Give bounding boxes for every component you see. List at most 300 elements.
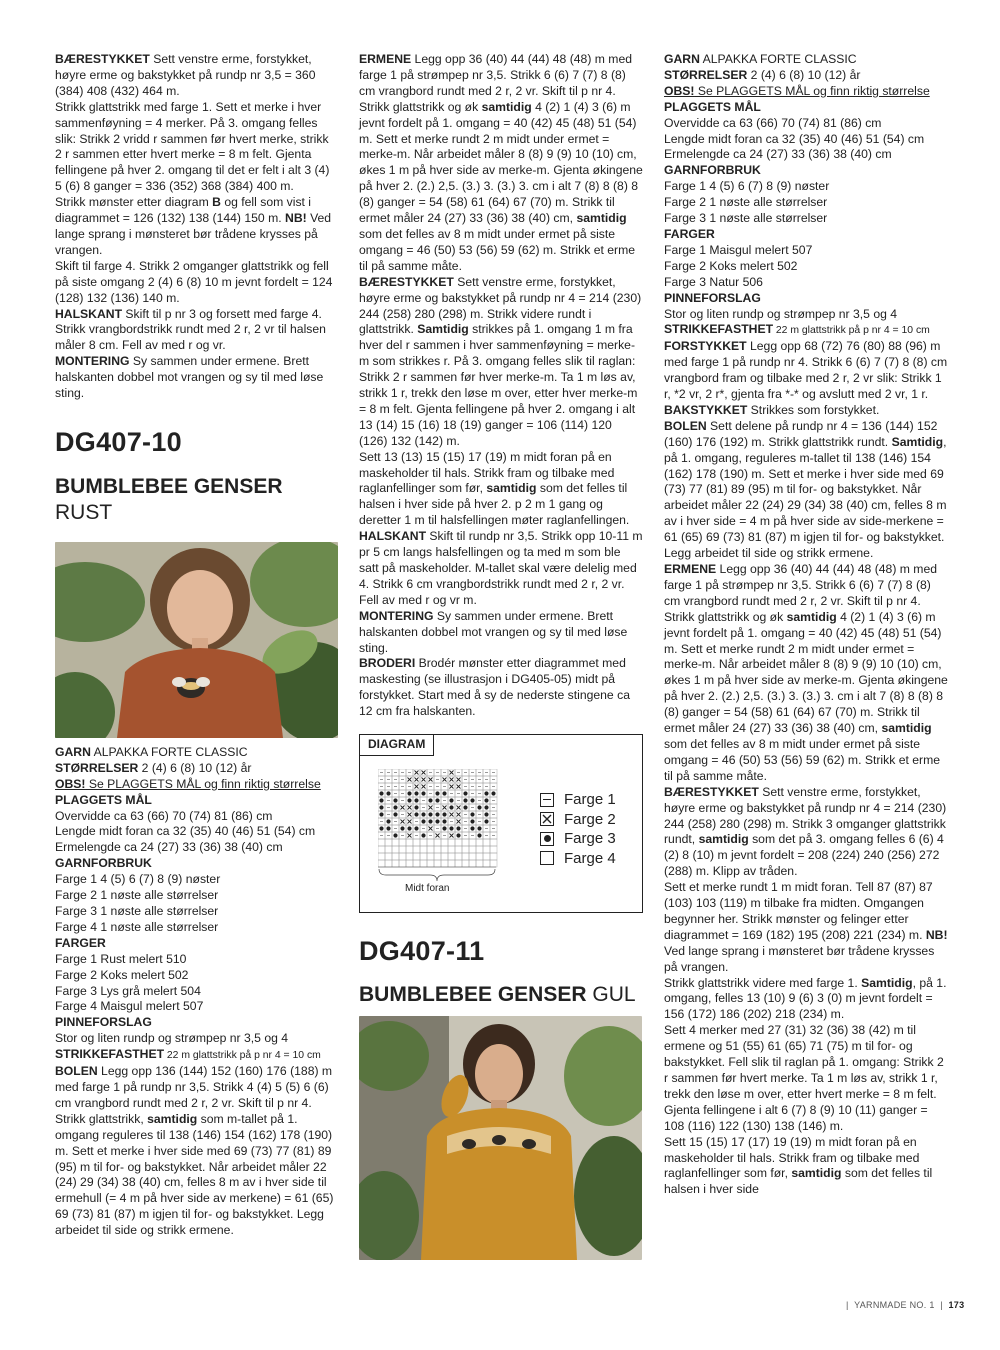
grid-cross: [422, 785, 426, 789]
body-text: som det felles av 8 m midt under ermet på siste omgang = 46 (50) 53 (56) 59 (62) m. Strikk et erme til på samme måte.: [664, 736, 941, 783]
body-text: som det felles av 8 m midt under ermet på siste omgang = 46 (50) 53 (56) 59 (62) m. Strikk et erme til på samme måte.: [359, 226, 636, 273]
grid-dot: [484, 791, 488, 795]
color-line: Farge 3 Natur 506: [664, 274, 763, 289]
grid-dot: [386, 791, 390, 795]
dot-box-icon: [540, 832, 554, 846]
grid-cell: [441, 860, 448, 867]
grid-cell: [420, 853, 427, 860]
grid-cell: [469, 853, 476, 860]
section-heading: FARGER: [664, 226, 715, 241]
body-text: , på 1. omgang, felles 13 (10) 9 (6) 3 (0) m jevnt fordelt = 156 (172) 186 (202) 218 (234) m.: [664, 975, 947, 1022]
body-text: 4 (2) 1 (4) 3 (6) m jevnt fordelt på 1. omgang = 40 (42) 45 (48) 51 (54) m. Sett et merke rundt 2 m midt under ermet = merke-m. Når arbeidet måler 8 (8) 9 (9) 10 (10) cm, økes 1 m på hver side av merke-m. Gjenta økingene på hver 2. (2.) 2,5. (3.) 3. (3.) 3. cm i alt 7 (8) 8 (8) 8 (8) ganger = 54 (58) 61 (64) 67 (70) m. Strikk til ermet måler 24 (27) 33 (36) 38 (40) cm,: [664, 609, 948, 736]
grid-dot: [491, 791, 495, 795]
grid-cell: [490, 853, 497, 860]
grid-cell: [378, 853, 385, 860]
section-heading: GARNFORBRUK: [55, 856, 152, 871]
nb-label: NB!: [285, 211, 307, 226]
emphasis: Samtidig: [891, 434, 944, 449]
grid-dot: [386, 826, 390, 830]
halskant-paragraph: [55, 307, 338, 355]
empty-box-icon: [540, 851, 554, 865]
emphasis: samtidig: [481, 99, 532, 114]
grid-dot: [421, 812, 425, 816]
grid-dot: [414, 798, 418, 802]
ermene-paragraph: [359, 52, 643, 275]
yarn-info-block: [55, 745, 338, 1239]
body-text: Legg opp 36 (40) 44 (44) 48 (48) m med farge 1 på strømpep nr 3,5. Strikk 6 (6) 7 (7) 8 (8) cm vrangbord rundt med 2 r, 2 vr. Skift til p nr 4. Strikk glattstrikk og øk: [664, 562, 938, 624]
grid-cross: [457, 785, 461, 789]
grid-cell: [434, 839, 441, 846]
nb-label: NB!: [925, 927, 948, 942]
needle-line: Stor og liten rundp og strømpep nr 3,5 og 4: [55, 1031, 289, 1046]
section-heading: FARGER: [55, 935, 106, 950]
pattern-title: [55, 474, 338, 500]
page-number: 173: [948, 1300, 965, 1310]
grid-dot: [428, 798, 432, 802]
grid-cell: [434, 853, 441, 860]
pattern-title: [359, 982, 643, 1008]
body-text: 2 (4) 6 (8) 10 (12) år: [747, 67, 861, 82]
grid-cross: [457, 806, 461, 810]
grid-cell: [469, 839, 476, 846]
section-heading: MONTERING: [359, 608, 434, 623]
grid-cross: [408, 778, 412, 782]
grid-dot: [484, 812, 488, 816]
grid-cross: [450, 834, 454, 838]
body-text: 4 (2) 1 (4) 3 (6) m jevnt fordelt på 1. omgang = 40 (42) 45 (48) 51 (54) m. Sett et merke rundt 2 m midt under ermet = merke-m. Når arbeidet måler 8 (8) 9 (9) 10 (10) cm, økes 1 m på hver side av merke-m. Gjenta økingene på hver 2. (2.) 2,5. (3.) 3. (3.) 3. cm i alt 7 (8) 8 (8) 8 (8) ganger = 54 (58) 61 (64) 67 (70) m. Strikk til ermet måler 24 (27) 33 (36) 38 (40) cm,: [359, 99, 643, 226]
grid-dot: [477, 833, 481, 837]
color-line: Farge 2 Koks melert 502: [664, 258, 798, 273]
grid-cell: [455, 839, 462, 846]
obs-line: [664, 84, 950, 100]
pattern-code: DG407-10: [55, 426, 182, 457]
halskant-paragraph: [359, 529, 643, 609]
garn-line: [55, 745, 338, 761]
emphasis: Samtidig: [417, 322, 469, 337]
grid-cross: [450, 785, 454, 789]
grid-cell: [476, 860, 483, 867]
measure-line: Overvidde ca 63 (66) 70 (74) 81 (86) cm: [664, 115, 882, 130]
grid-dot: [463, 791, 467, 795]
yarn-amount-line: Farge 2 1 nøste alle størrelser: [55, 888, 219, 903]
grid-cell: [413, 839, 420, 846]
color-line: Farge 1 Maisgul melert 507: [664, 242, 813, 257]
grid-dot: [379, 791, 383, 795]
grid-dot: [379, 812, 383, 816]
grid-dot: [463, 805, 467, 809]
grid-cell: [448, 860, 455, 867]
gauge-line: [664, 322, 950, 339]
paragraph: [664, 1135, 950, 1199]
paragraph: [664, 880, 950, 975]
grid-cell: [434, 846, 441, 853]
grid-cell: [399, 853, 406, 860]
grid-cell: [413, 860, 420, 867]
grid-cell: [406, 853, 413, 860]
section-heading: STRIKKEFASTHET: [664, 322, 774, 337]
grid-cross: [415, 778, 419, 782]
diagram-box: [359, 734, 643, 913]
body-text: Strikkes som forstykket.: [747, 402, 880, 417]
body-text: som det felles til halsen i hver side på hver 2. p 2 m 1 gang og deretter 1 m til halsfellingen møter raglanfellingen.: [359, 481, 630, 528]
grid-dot: [393, 805, 397, 809]
body-text: 22 m glattstrikk på p nr 4 = 10 cm: [773, 325, 930, 337]
montering-paragraph: [359, 609, 643, 657]
storrelser-line: [664, 68, 950, 84]
grid-cross: [457, 820, 461, 824]
grid-cell: [490, 846, 497, 853]
section-heading: GARN: [55, 744, 91, 759]
color-line: Farge 1 Rust melert 510: [55, 951, 187, 966]
grid-dot: [442, 812, 446, 816]
section-heading: STØRRELSER: [664, 67, 748, 82]
grid-cell: [413, 846, 420, 853]
grid-cross: [408, 806, 412, 810]
grid-dot: [400, 826, 404, 830]
paragraph: Strikk glattstrikk med farge 1. Sett et merke i hver sammenføyning = 4 merker. På 3. omgang felles slik: Strikk 2 vridd r sammen før hvert merke, strikk 2 r sammen etter hvert merke = 8 m felt. Gjenta fellingene på hver 2. omgang til det er felt i alt 3 (4) 5 (6) 8 ganger = 336 (352) 368 (384) 400 m.: [55, 99, 330, 194]
legend-label: Farge 1: [564, 791, 616, 809]
grid-cross: [429, 806, 433, 810]
grid-cell: [385, 853, 392, 860]
emphasis: Samtidig: [861, 975, 913, 990]
grid-cell: [413, 853, 420, 860]
emphasis: samtidig: [698, 832, 749, 847]
page-footer: | YARNMADE NO. 1 | 173: [846, 1300, 965, 1310]
pattern-subtitle: RUST: [55, 500, 113, 524]
grid-dot: [435, 819, 439, 823]
grid-cell: [406, 860, 413, 867]
grid-cell: [385, 860, 392, 867]
grid-cell: [427, 839, 434, 846]
title-bold: BUMBLEBEE GENSER: [359, 983, 587, 1007]
section-heading: PINNEFORSLAG: [55, 1015, 152, 1030]
bolen-paragraph: [55, 1064, 338, 1239]
section-heading: BÆRESTYKKET: [359, 274, 454, 289]
body-text: Sett 15 (15) 17 (17) 19 (19) m midt foran på en maskeholder til hals. Strikk fram og tilbake med raglanfellinger som før,: [664, 1134, 920, 1181]
section-heading: FORSTYKKET: [664, 339, 747, 354]
grid-cell: [406, 846, 413, 853]
grid-dot: [477, 805, 481, 809]
section-heading: HALSKANT: [359, 529, 427, 544]
pattern-code: DG407-11: [359, 936, 485, 967]
grid-dot: [379, 805, 383, 809]
emphasis: samtidig: [786, 609, 837, 624]
grid-cell: [406, 839, 413, 846]
grid-dot: [428, 819, 432, 823]
grid-cross: [415, 785, 419, 789]
section-heading: PLAGGETS MÅL: [55, 792, 152, 807]
grid-dot: [421, 791, 425, 795]
emphasis: samtidig: [881, 721, 932, 736]
body-text: og fell som vist i diagrammet = 126 (132) 138 (144) 150 m.: [55, 195, 312, 226]
grid-dot: [414, 812, 418, 816]
grid-cell: [448, 839, 455, 846]
emphasis: samtidig: [147, 1111, 198, 1126]
section-heading: BÆRESTYKKET: [664, 784, 759, 799]
grid-dot: [414, 805, 418, 809]
color-line: Farge 2 Koks melert 502: [55, 967, 189, 982]
grid-dot: [435, 798, 439, 802]
obs-label: OBS!: [55, 776, 86, 791]
grid-dot: [449, 826, 453, 830]
needle-line: Stor og liten rundp og strømpep nr 3,5 og 4: [664, 306, 898, 321]
legend-item: [540, 790, 616, 810]
legend-item: [540, 810, 616, 830]
forstykket-paragraph: [664, 339, 950, 403]
body-text: Strikk glattstrikk videre med farge 1.: [664, 975, 862, 990]
grid-cell: [385, 846, 392, 853]
grid-cell: [476, 839, 483, 846]
chart-pattern-grid: [378, 769, 498, 887]
body-text: Sett venstre erme, forstykket, høyre erme og bakstykket på rundp nr 4 = 214 (230) 244 (258) 280 (298) m. Strikk videre rundt i glattstrikk.: [359, 274, 642, 337]
body-text: 22 m glattstrikk på p nr 4 = 10 cm: [164, 1050, 321, 1062]
grid-dot: [421, 819, 425, 823]
grid-cell: [483, 846, 490, 853]
grid-cell: [483, 839, 490, 846]
grid-dot: [393, 833, 397, 837]
grid-cross: [408, 820, 412, 824]
grid-dot: [449, 805, 453, 809]
body-text: Sy sammen under ermene. Brett halskanten dobbel mot vrangen og sy til med løse sting.: [359, 608, 628, 655]
grid-dot: [379, 798, 383, 802]
section-heading: PLAGGETS MÅL: [664, 99, 761, 114]
child-photo-image: [359, 1016, 642, 1260]
grid-dot: [379, 826, 383, 830]
grid-cell: [448, 846, 455, 853]
grid-cell: [455, 853, 462, 860]
grid-cell: [427, 860, 434, 867]
grid-cell: [378, 860, 385, 867]
body-text: Sett 13 (13) 15 (15) 17 (19) m midt foran på en maskeholder til hals. Strikk fram og tilbake med raglanfellinger som før,: [359, 449, 615, 496]
section-heading: ERMENE: [664, 562, 717, 576]
body-text: Sett delene på rundp nr 4 = 136 (144) 152 (160) 176 (192) m. Strikk glattstrikk rundt.: [664, 418, 938, 449]
minus-box-icon: [540, 793, 554, 807]
body-text: Ved lange sprang i mønsteret bør trådene krysses på vrangen.: [55, 211, 332, 257]
diagram-label: DIAGRAM: [360, 735, 434, 756]
body-text: Skift til p nr 3 og forsett med farge 4. Strikk vrangbordstrikk rundt med 2 r, 2 vr til halsen måler 8 cm. Fell av med r og vr.: [55, 306, 326, 353]
grid-cell: [462, 853, 469, 860]
section-heading: BRODERI: [359, 656, 416, 671]
cross-box-icon: [540, 812, 554, 826]
grid-dot: [463, 798, 467, 802]
grid-dot: [484, 819, 488, 823]
grid-cross: [422, 771, 426, 775]
grid-dot: [435, 791, 439, 795]
grid-dot: [414, 791, 418, 795]
grid-dot: [435, 812, 439, 816]
color-line: Farge 3 Lys grå melert 504: [55, 983, 201, 998]
measure-line: Lengde midt foran ca 32 (35) 40 (46) 51 (54) cm: [664, 131, 925, 146]
legend-item: [540, 849, 616, 869]
grid-cell: [476, 846, 483, 853]
grid-dot: [484, 798, 488, 802]
legend-label: Farge 3: [564, 830, 616, 848]
grid-dot: [407, 826, 411, 830]
grid-cross: [450, 813, 454, 817]
body-text: Se PLAGGETS MÅL og finn riktig størrelse: [694, 83, 930, 98]
grid-cross: [401, 820, 405, 824]
body-text: ALPAKKA FORTE CLASSIC: [699, 52, 857, 66]
montering-paragraph: [55, 354, 338, 402]
column-left: [55, 52, 338, 1239]
gauge-line: [55, 1047, 338, 1064]
grid-cell: [448, 853, 455, 860]
section-heading: BOLEN: [664, 418, 707, 433]
grid-cell: [476, 853, 483, 860]
grid-cell: [392, 853, 399, 860]
grid-dot: [393, 812, 397, 816]
grid-dot: [456, 826, 460, 830]
grid-cell: [490, 860, 497, 867]
body-text: som m-tallet på 1. omgang reguleres til 138 (146) 154 (162) 178 (190) m. Sett et merke i hver side med 69 (73) 77 (81) 89 (95) m til for- og bakstykket. Når arbeidet måler 22 (24) 29 (34) 38 (40) cm, felles 8 m av i hver side til ermehull (= 4 m på hver side av merkene) = 61 (65) 69 (73) 81 (87) m igjen til for- og bakstykket. Legg arbeidet til side og strikk ermene.: [55, 1111, 334, 1238]
grid-dot: [449, 798, 453, 802]
legend-label: Farge 2: [564, 810, 616, 828]
yarn-amount-line: Farge 1 4 (5) 6 (7) 8 (9) nøster: [55, 872, 221, 887]
grid-cell: [455, 846, 462, 853]
grid-cell: [399, 839, 406, 846]
garn-line: [664, 52, 950, 68]
grid-dot: [442, 826, 446, 830]
body-text: strikkes på 1. omgang 1 m fra hver del r sammen i hver sammenføyning = merke-m som strikkes r. På 3. omgang felles slik til raglan: Strikk 2 r sammen før hver merke-m. Ta 1 m løs av, strikk 1 r, trekk den løse m over, etter hver merke-m = 8 m felt. Gjenta fellingene på hver 2. omgang i alt 13 (14) 15 (16) 18 (19) ganger = 106 (114) 120 (126) 132 (142) m.: [359, 322, 638, 448]
grid-cell: [469, 846, 476, 853]
baerestykket-paragraph: [359, 275, 643, 450]
bakstykket-paragraph: [664, 403, 950, 419]
body-text: Skift til rundp nr 3,5. Strikk opp 10-11 m pr 5 cm langs halsfellingen og ta med m som ble satt på maskeholder. M-tallet skal være delelig med 4. Strikk 6 cm vrangbordstrikk rundt med 2 r, 2 vr. Fell av med r og vr m.: [359, 529, 643, 607]
emphasis: samtidig: [576, 211, 627, 226]
legend-item: [540, 829, 616, 849]
yarn-amount-line: Farge 1 4 (5) 6 (7) 8 (9) nøster: [664, 179, 830, 194]
photo-rust-sweater: [55, 542, 338, 738]
grid-cell: [420, 846, 427, 853]
section-heading: ERMENE: [359, 52, 412, 66]
section-heading: HALSKANT: [55, 306, 123, 321]
grid-dot: [393, 798, 397, 802]
grid-cell: [392, 860, 399, 867]
storrelser-line: [55, 761, 338, 777]
title-bold: BUMBLEBEE GENSER: [55, 474, 283, 498]
grid-cell: [462, 846, 469, 853]
grid-cell: [378, 846, 385, 853]
paragraph: Sett 4 merker med 27 (31) 32 (36) 38 (42) m til ermene og 51 (55) 61 (65) 71 (75) m til for- og bakstykket. Fell slik til raglan på 1. omgang: Strikk 2 r sammen før hvert merke. Ta 1 m løs av, strikk 1 r, trekk den løse m over, etter hvert merke = 8 m felt. Gjenta fellingene i alt 6 (7) 8 (9) 10 (11) ganger = 108 (116) 122 (130) 138 (146) m.: [664, 1023, 944, 1133]
body-text: Sett venstre erme, forstykket, høyre erme og bakstykket på rundp nr 3,5 = 360 (384) 408 (432) 464 m.: [55, 52, 316, 98]
paragraph: [664, 976, 950, 1024]
grid-cell: [399, 860, 406, 867]
grid-cell: [420, 839, 427, 846]
ermene-paragraph: [664, 562, 950, 785]
emphasis: samtidig: [791, 1166, 842, 1181]
grid-cell: [462, 860, 469, 867]
body-text: Legg opp 36 (40) 44 (44) 48 (48) m med farge 1 på strømpep nr 3,5. Strikk 6 (6) 7 (7) 8 (8) cm vrangbord rundt med 2 r, 2 vr. Skift til p nr 4. Strikk glattstrikk og øk: [359, 52, 633, 114]
paragraph: Skift til farge 4. Strikk 2 omganger glattstrikk og fell på siste omgang 2 (4) 6 (8) 10 m jevnt fordelt = 124 (128) 132 (136) 140 m.: [55, 258, 333, 305]
grid-dot: [414, 826, 418, 830]
paragraph: [55, 195, 338, 259]
body-text: Ved lange sprang i mønsteret bør trådene krysses på vrangen.: [664, 943, 935, 974]
grid-cell: [455, 860, 462, 867]
baerestykket-paragraph: [664, 785, 950, 880]
grid-cross: [408, 834, 412, 838]
section-heading: STØRRELSER: [55, 760, 139, 775]
grid-cell: [427, 846, 434, 853]
legend-label: Farge 4: [564, 849, 616, 867]
body-text: som det på 3. omgang felles 6 (6) 4 (2) 8 (10) m jevnt fordelt = 208 (224) 240 (256) 272 (288) m. Klipp av tråden.: [664, 832, 944, 879]
grid-cell: [441, 853, 448, 860]
grid-dot: [421, 833, 425, 837]
grid-cell: [385, 839, 392, 846]
yarn-amount-line: Farge 2 1 nøste alle størrelser: [664, 195, 828, 210]
grid-cell: [441, 846, 448, 853]
grid-cell: [420, 860, 427, 867]
grid-cell: [399, 846, 406, 853]
grid-cell: [483, 860, 490, 867]
body-text: Legg opp 68 (72) 76 (80) 88 (96) m med farge 1 på rundp nr 4. Strikk 6 (6) 7 (7) 8 (8) cm vrangbord fram og tilbake med 2 r, 2 vr slik: Strikk 1 r, *2 vr, 2 r*, gjenta fra *-* og avslutt med 2 vr, 1 r.: [664, 339, 948, 402]
body-text: Strikk mønster etter diagram: [55, 195, 213, 210]
grid-cell: [441, 839, 448, 846]
broderi-paragraph: [359, 656, 643, 720]
section-heading: STRIKKEFASTHET: [55, 1047, 165, 1062]
body-text: Legg opp 136 (144) 152 (160) 176 (188) m med farge 1 på rundp nr 3,5. Strikk 4 (4) 5 (5) 6 (6) cm vrangbord rundt med 2 r, 2 vr. Skift til p nr 4. Strikk glattstrikk,: [55, 1064, 333, 1126]
grid-cross: [457, 813, 461, 817]
grid-cross: [450, 778, 454, 782]
grid-cell: [483, 853, 490, 860]
baerestykket-paragraph: [55, 52, 338, 100]
section-heading: MONTERING: [55, 354, 130, 369]
grid-cell: [392, 846, 399, 853]
grid-cell: [378, 839, 385, 846]
yarn-amount-line: Farge 4 1 nøste alle størrelser: [55, 919, 219, 934]
body-text: 2 (4) 6 (8) 10 (12) år: [138, 760, 252, 775]
grid-dot: [386, 819, 390, 823]
body-text: Sy sammen under ermene. Brett halskanten dobbel mot vrangen og sy til med løse sting.: [55, 354, 324, 401]
grid-dot: [407, 798, 411, 802]
grid-cell: [469, 860, 476, 867]
yarn-amount-line: Farge 3 1 nøste alle størrelser: [55, 904, 219, 918]
column-right: [664, 52, 950, 1198]
midt-foran-label: Midt foran: [405, 883, 450, 895]
body-text: Brodér mønster etter diagrammet med maskesting (se illustrasjon i DG405-05) midt på forstykket. Start med å sy de nederste stingene ca 12 cm fra halskanten.: [359, 656, 630, 719]
grid-dot: [407, 791, 411, 795]
grid-dot: [442, 791, 446, 795]
grid-cross: [401, 806, 405, 810]
yarn-amount-line: Farge 3 1 nøste alle størrelser: [664, 211, 828, 226]
grid-cross: [457, 778, 461, 782]
grid-cross: [415, 771, 419, 775]
grid-dot: [456, 833, 460, 837]
grid-cross: [443, 806, 447, 810]
magazine-name: YARNMADE NO. 1: [854, 1300, 935, 1310]
measure-line: Overvidde ca 63 (66) 70 (74) 81 (86) cm: [55, 808, 273, 823]
column-middle: [359, 52, 643, 1260]
measure-line: Ermelengde ca 24 (27) 33 (36) 38 (40) cm: [55, 840, 283, 855]
title-light: GUL: [592, 983, 636, 1007]
grid-cross: [429, 827, 433, 831]
body-text: ALPAKKA FORTE CLASSIC: [90, 744, 248, 759]
obs-line: [55, 777, 338, 793]
section-heading: PINNEFORSLAG: [664, 290, 761, 305]
photo-yellow-sweater: [359, 1016, 642, 1260]
grid-cross: [429, 778, 433, 782]
grid-dot: [428, 812, 432, 816]
bolen-paragraph: [664, 419, 950, 562]
grid-cell: [490, 839, 497, 846]
section-heading: BÆRESTYKKET: [55, 52, 150, 66]
grid-cross: [422, 778, 426, 782]
grid-cross: [436, 834, 440, 838]
section-heading: GARN: [664, 52, 700, 66]
measure-line: Lengde midt foran ca 32 (35) 40 (46) 51 (54) cm: [55, 824, 316, 839]
obs-label: OBS!: [664, 83, 695, 98]
grid-dot: [484, 805, 488, 809]
grid-cross: [450, 771, 454, 775]
